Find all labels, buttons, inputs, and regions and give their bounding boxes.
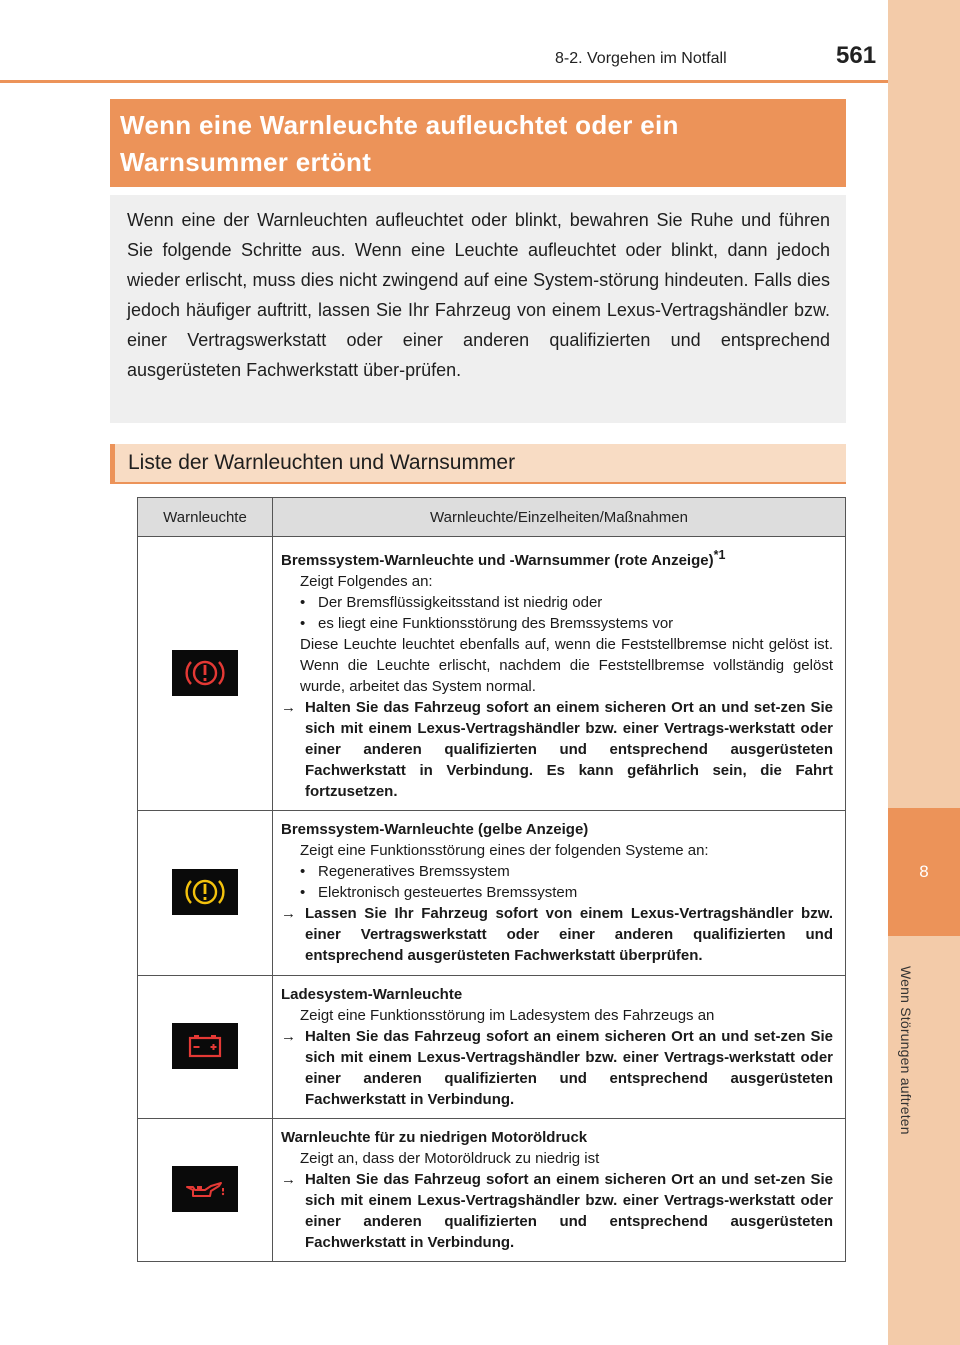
- list-item: • es liegt eine Funktionsstörung des Bremssystems vor: [300, 615, 674, 632]
- icon-cell: [138, 537, 273, 811]
- row-action: → Halten Sie das Fahrzeug sofort an einem sicheren Ort an und set-zen Sie sich mit einem Lexus-Vertragshändler bzw. einer Vertrags-werkstatt oder einer anderen qualifizierten und entsprechend ausgerüsteten Fachwerkstatt in Verbindung.: [281, 1171, 833, 1251]
- arrow-icon: →: [281, 1171, 296, 1188]
- row-intro: Zeigt eine Funktionsstörung eines der folgenden Systeme an:: [300, 842, 709, 859]
- column-header-details: Warnleuchte/Einzelheiten/Maßnahmen: [273, 498, 846, 537]
- row-description: [273, 1119, 846, 1262]
- icon-cell: [138, 976, 273, 1119]
- list-item: • Elektronisch gesteuertes Bremssystem: [300, 884, 578, 901]
- row-action: → Halten Sie das Fahrzeug sofort an einem sicheren Ort an und set-zen Sie sich mit einem Lexus-Vertragshändler bzw. einer Vertrags-werkstatt oder einer anderen qualifizierten und entsprechend ausgerüsteten Fachwerkstatt in Verbindung. Es kann gefährlich sein, die Fahrt fortzusetzen.: [281, 699, 833, 800]
- arrow-icon: →: [281, 905, 296, 922]
- chapter-number: 8: [919, 862, 929, 881]
- table-row: [138, 811, 846, 976]
- oil-can-icon: [172, 1166, 238, 1212]
- row-heading: Ladesystem-Warnleuchte: [281, 986, 463, 1003]
- row-heading: Bremssystem-Warnleuchte (gelbe Anzeige): [281, 821, 589, 838]
- header-rule: [0, 80, 888, 83]
- section-title-line2: Warnsummer ertönt: [120, 147, 372, 177]
- row-intro: Zeigt eine Funktionsstörung im Ladesystem des Fahrzeugs an: [300, 1007, 715, 1024]
- intro-text: Wenn eine der Warnleuchten aufleuchtet oder blinkt, bewahren Sie Ruhe und führen Sie folgende Schritte aus. Wenn eine Leuchte aufleuchtet oder blinkt, dann jedoch wieder erlischt, muss dies nicht zwingend auf eine System-störung hindeuten. Falls dies jedoch häufiger auftritt, lassen Sie Ihr Fahrzeug von einem Lexus-Vertragshändler bzw. einer Vertragswerkstatt oder einer anderen qualifizierten und entsprechend ausgerüsteten Fachwerkstatt über-prüfen.: [127, 210, 830, 380]
- page-number: 561: [836, 42, 877, 69]
- subsection-title: Liste der Warnleuchten und Warnsummer: [128, 451, 516, 474]
- list-item: • Der Bremsflüssigkeitsstand ist niedrig oder: [300, 594, 603, 611]
- icon-cell: [138, 1119, 273, 1262]
- section-title-line1: Wenn eine Warnleuchte aufleuchtet oder ein: [120, 110, 679, 140]
- row-heading: Bremssystem-Warnleuchte und -Warnsummer (rote Anzeige)$^{*1}$: [281, 548, 726, 569]
- brake-warning-yellow-icon: [172, 869, 238, 915]
- table-row: [138, 976, 846, 1119]
- arrow-icon: →: [281, 699, 296, 716]
- table-row: [138, 537, 846, 811]
- row-description: [273, 537, 846, 811]
- row-action: → Halten Sie das Fahrzeug sofort an einem sicheren Ort an und set-zen Sie sich mit einem Lexus-Vertragshändler bzw. einer Vertrags-werkstatt oder einer anderen qualifizierten und entsprechend ausgerüsteten Fachwerkstatt in Verbindung.: [281, 1028, 833, 1108]
- row-heading: Warnleuchte für zu niedrigen Motoröldruck: [281, 1129, 588, 1146]
- running-header-section: 8-2. Vorgehen im Notfall: [555, 50, 727, 67]
- arrow-icon: →: [281, 1028, 296, 1045]
- column-header-icon: Warnleuchte: [138, 498, 273, 537]
- row-description: [273, 811, 846, 976]
- table-header-row: [138, 498, 846, 537]
- row-note: Diese Leuchte leuchtet ebenfalls auf, wenn die Feststellbremse nicht gelöst ist. Wenn die Leuchte erlischt, nachdem die Feststellbremse vollständig gelöst wurde, arbeitet das System normal.: [300, 636, 833, 695]
- battery-icon: [172, 1023, 238, 1069]
- table-row: [138, 1119, 846, 1262]
- list-item: • Regeneratives Bremssystem: [300, 863, 510, 880]
- chapter-title: Wenn Störungen auftreten: [898, 965, 914, 1135]
- chapter-label: [894, 945, 918, 1155]
- chapter-tab[interactable]: [888, 808, 960, 936]
- icon-cell: [138, 811, 273, 976]
- footnote-marker: *1: [713, 548, 726, 562]
- warning-lights-table: [137, 497, 846, 1262]
- section-title-band: [110, 99, 846, 187]
- brake-warning-red-icon: [172, 650, 238, 696]
- row-description: [273, 976, 846, 1119]
- subsection-header: [110, 444, 846, 484]
- row-intro: Zeigt an, dass der Motoröldruck zu niedrig ist: [300, 1150, 600, 1167]
- intro-box: [110, 195, 846, 423]
- row-intro: Zeigt Folgendes an:: [300, 573, 433, 590]
- row-action: → Lassen Sie Ihr Fahrzeug sofort von einem Lexus-Vertragshändler bzw. einer Vertragswerkstatt oder einer anderen qualifizierten und entsprechend ausgerüsteten Fachwerkstatt überprüfen.: [281, 905, 833, 964]
